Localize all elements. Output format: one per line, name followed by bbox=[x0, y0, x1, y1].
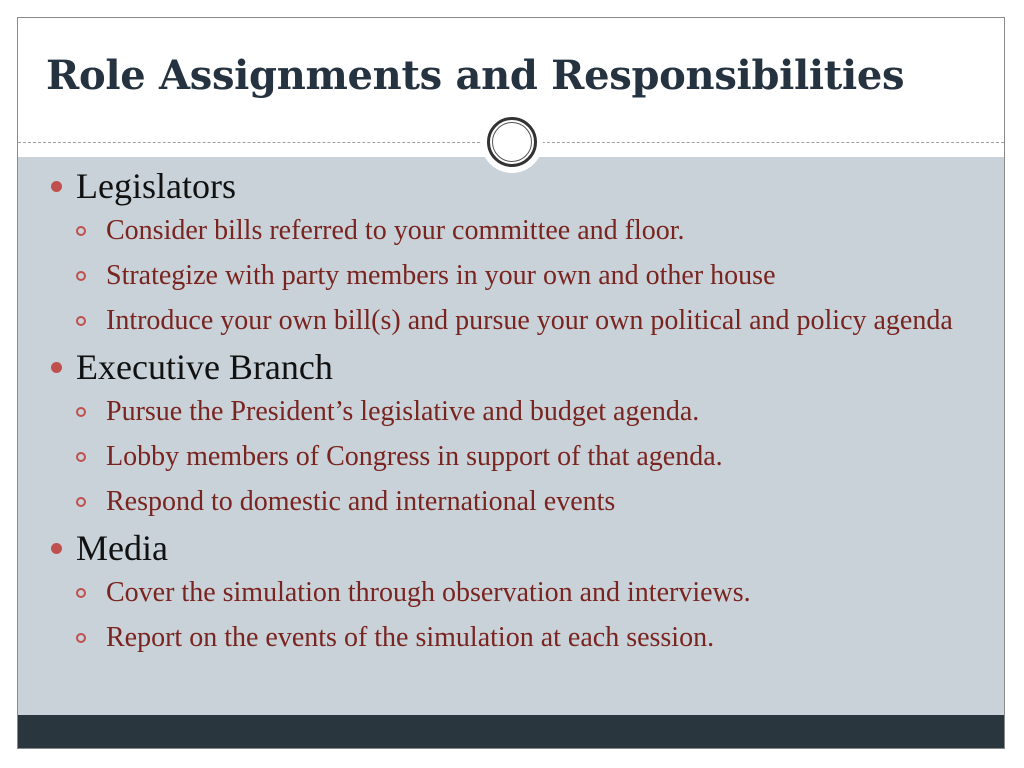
list-item bbox=[74, 394, 974, 430]
section-legislators bbox=[18, 168, 1004, 339]
list-item-text: Respond to domestic and international events bbox=[106, 486, 616, 517]
bullet-dot-icon bbox=[51, 543, 62, 554]
list-item-text: Pursue the President’s legislative and budget agenda. bbox=[106, 396, 700, 427]
footer-band bbox=[18, 715, 1004, 749]
section-heading: Executive Branch bbox=[76, 347, 333, 387]
list-item bbox=[74, 258, 974, 294]
section-executive-branch bbox=[18, 349, 1004, 520]
bullet-ring-icon bbox=[76, 452, 86, 462]
bullet-dot-icon bbox=[51, 181, 62, 192]
sub-list bbox=[76, 575, 974, 656]
list-item bbox=[74, 303, 974, 339]
section-heading: Legislators bbox=[76, 166, 236, 206]
list-item bbox=[74, 439, 974, 475]
bullet-dot-icon bbox=[51, 362, 62, 373]
list-item bbox=[74, 620, 974, 656]
bullet-ring-icon bbox=[76, 271, 86, 281]
list-item-text: Cover the simulation through observation and interviews. bbox=[106, 577, 751, 608]
section-heading: Media bbox=[76, 528, 168, 568]
circle-ornament-inner-icon bbox=[492, 122, 532, 162]
sub-list bbox=[76, 394, 974, 520]
slide-title: Role Assignments and Responsibilities bbox=[46, 52, 905, 99]
bullet-ring-icon bbox=[76, 316, 86, 326]
list-item-text: Report on the events of the simulation at each session. bbox=[106, 622, 715, 653]
list-item-text: Lobby members of Congress in support of that agenda. bbox=[106, 441, 723, 472]
bullet-list bbox=[18, 168, 1004, 665]
section-media bbox=[18, 530, 1004, 656]
list-item bbox=[74, 575, 974, 611]
list-item bbox=[74, 484, 974, 520]
list-item-text: Consider bills referred to your committee and floor. bbox=[106, 215, 685, 246]
bullet-ring-icon bbox=[76, 407, 86, 417]
list-item bbox=[74, 213, 974, 249]
bullet-ring-icon bbox=[76, 633, 86, 643]
list-item-text: Introduce your own bill(s) and pursue your own political and policy agenda bbox=[106, 305, 953, 336]
slide bbox=[17, 17, 1005, 749]
sub-list bbox=[76, 213, 974, 339]
list-item-text: Strategize with party members in your own and other house bbox=[106, 260, 776, 291]
bullet-ring-icon bbox=[76, 588, 86, 598]
bullet-ring-icon bbox=[76, 497, 86, 507]
bullet-ring-icon bbox=[76, 226, 86, 236]
